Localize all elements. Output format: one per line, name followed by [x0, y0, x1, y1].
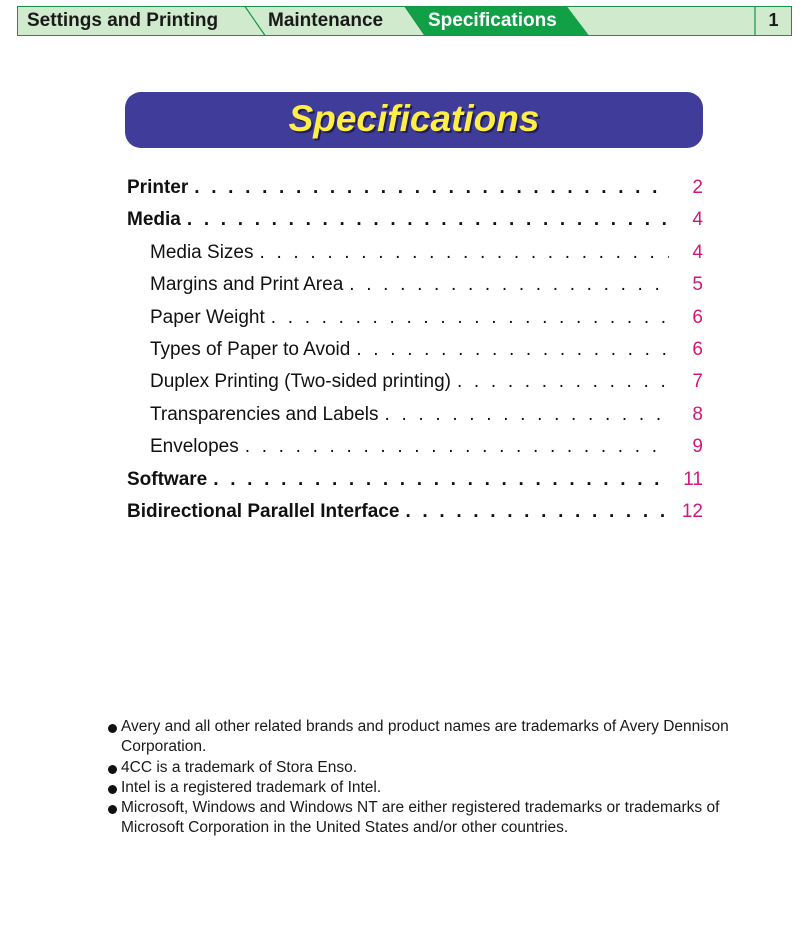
toc-entry-media-sizes[interactable] — [127, 237, 703, 269]
tab-maintenance[interactable]: Maintenance — [268, 10, 384, 31]
toc-page-link[interactable]: 11 — [683, 468, 703, 490]
dot-leader — [260, 237, 670, 269]
dot-leader — [356, 334, 669, 366]
trademark-note-text: 4CC is a trademark of Stora Enso. — [121, 758, 358, 776]
toc-page-link[interactable]: 5 — [692, 274, 703, 296]
toc-page-link[interactable]: 9 — [692, 436, 703, 458]
toc-entry-paper-weight[interactable] — [127, 302, 703, 334]
section-tab-bar — [17, 6, 792, 36]
dot-leader — [187, 204, 669, 236]
toc-entry-title: Bidirectional Parallel Interface — [127, 500, 400, 522]
toc-page-link[interactable]: 8 — [692, 403, 703, 425]
toc-entry-types-of-paper-to-avoid[interactable] — [127, 334, 703, 366]
toc-entry-envelopes[interactable] — [127, 431, 703, 463]
trademark-note — [108, 778, 778, 798]
toc-entry-bidirectional-parallel-interface[interactable] — [127, 496, 703, 528]
tab-settings-and-printing[interactable]: Settings and Printing — [27, 10, 219, 31]
toc-entry-title: Software — [127, 468, 208, 490]
toc-entry-title: Duplex Printing (Two-sided printing) — [150, 371, 451, 393]
bullet-icon — [108, 724, 117, 733]
bullet-icon — [108, 805, 117, 814]
toc-page-link[interactable]: 7 — [692, 371, 703, 393]
trademark-notes — [108, 717, 778, 839]
toc-entry-title: Paper Weight — [150, 306, 265, 328]
toc-entry-title: Margins and Print Area — [150, 274, 344, 296]
toc-entry-title: Envelopes — [150, 436, 239, 458]
table-of-contents — [127, 172, 703, 528]
toc-page-link[interactable]: 4 — [692, 241, 703, 263]
bullet-icon — [108, 785, 117, 794]
toc-entry-software[interactable] — [127, 464, 703, 496]
dot-leader — [457, 366, 669, 398]
toc-entry-title: Media Sizes — [150, 241, 254, 263]
trademark-note — [108, 717, 778, 758]
toc-entry-duplex-printing[interactable] — [127, 366, 703, 398]
dot-leader — [194, 172, 669, 204]
toc-entry-title: Transparencies and Labels — [150, 403, 379, 425]
toc-page-link[interactable]: 6 — [692, 338, 703, 360]
trademark-note-text: Avery and all other related brands and product names are trademarks of Avery Dennison Corporation. — [121, 718, 729, 756]
toc-page-link[interactable]: 2 — [692, 177, 703, 198]
dot-leader — [245, 431, 669, 463]
toc-entry-media[interactable] — [127, 204, 703, 236]
bullet-icon — [108, 765, 117, 774]
dot-leader — [405, 496, 669, 528]
toc-entry-transparencies-and-labels[interactable] — [127, 399, 703, 431]
page-number: 1 — [768, 10, 779, 30]
dot-leader — [213, 464, 669, 496]
toc-entry-printer[interactable] — [127, 172, 703, 204]
trademark-note — [108, 798, 778, 839]
toc-page-link[interactable]: 6 — [692, 306, 703, 328]
toc-entry-title: Types of Paper to Avoid — [150, 338, 351, 360]
toc-entry-title: Printer — [127, 177, 189, 198]
toc-entry-margins-and-print-area[interactable] — [127, 269, 703, 301]
title-banner — [125, 92, 703, 148]
dot-leader — [349, 269, 669, 301]
trademark-note — [108, 758, 778, 778]
toc-page-link[interactable]: 4 — [692, 209, 703, 231]
dot-leader — [271, 302, 669, 334]
toc-page-link[interactable]: 12 — [681, 500, 703, 522]
trademark-note-text: Intel is a registered trademark of Intel. — [121, 778, 382, 796]
tab-specifications[interactable]: Specifications — [428, 10, 557, 31]
page-title: Specifications — [288, 98, 540, 139]
dot-leader — [385, 399, 670, 431]
trademark-note-text: Microsoft, Windows and Windows NT are either registered trademarks or trademarks of Microsoft Corporation in the United States and/or other countries. — [121, 799, 720, 837]
toc-entry-title: Media — [127, 209, 181, 231]
